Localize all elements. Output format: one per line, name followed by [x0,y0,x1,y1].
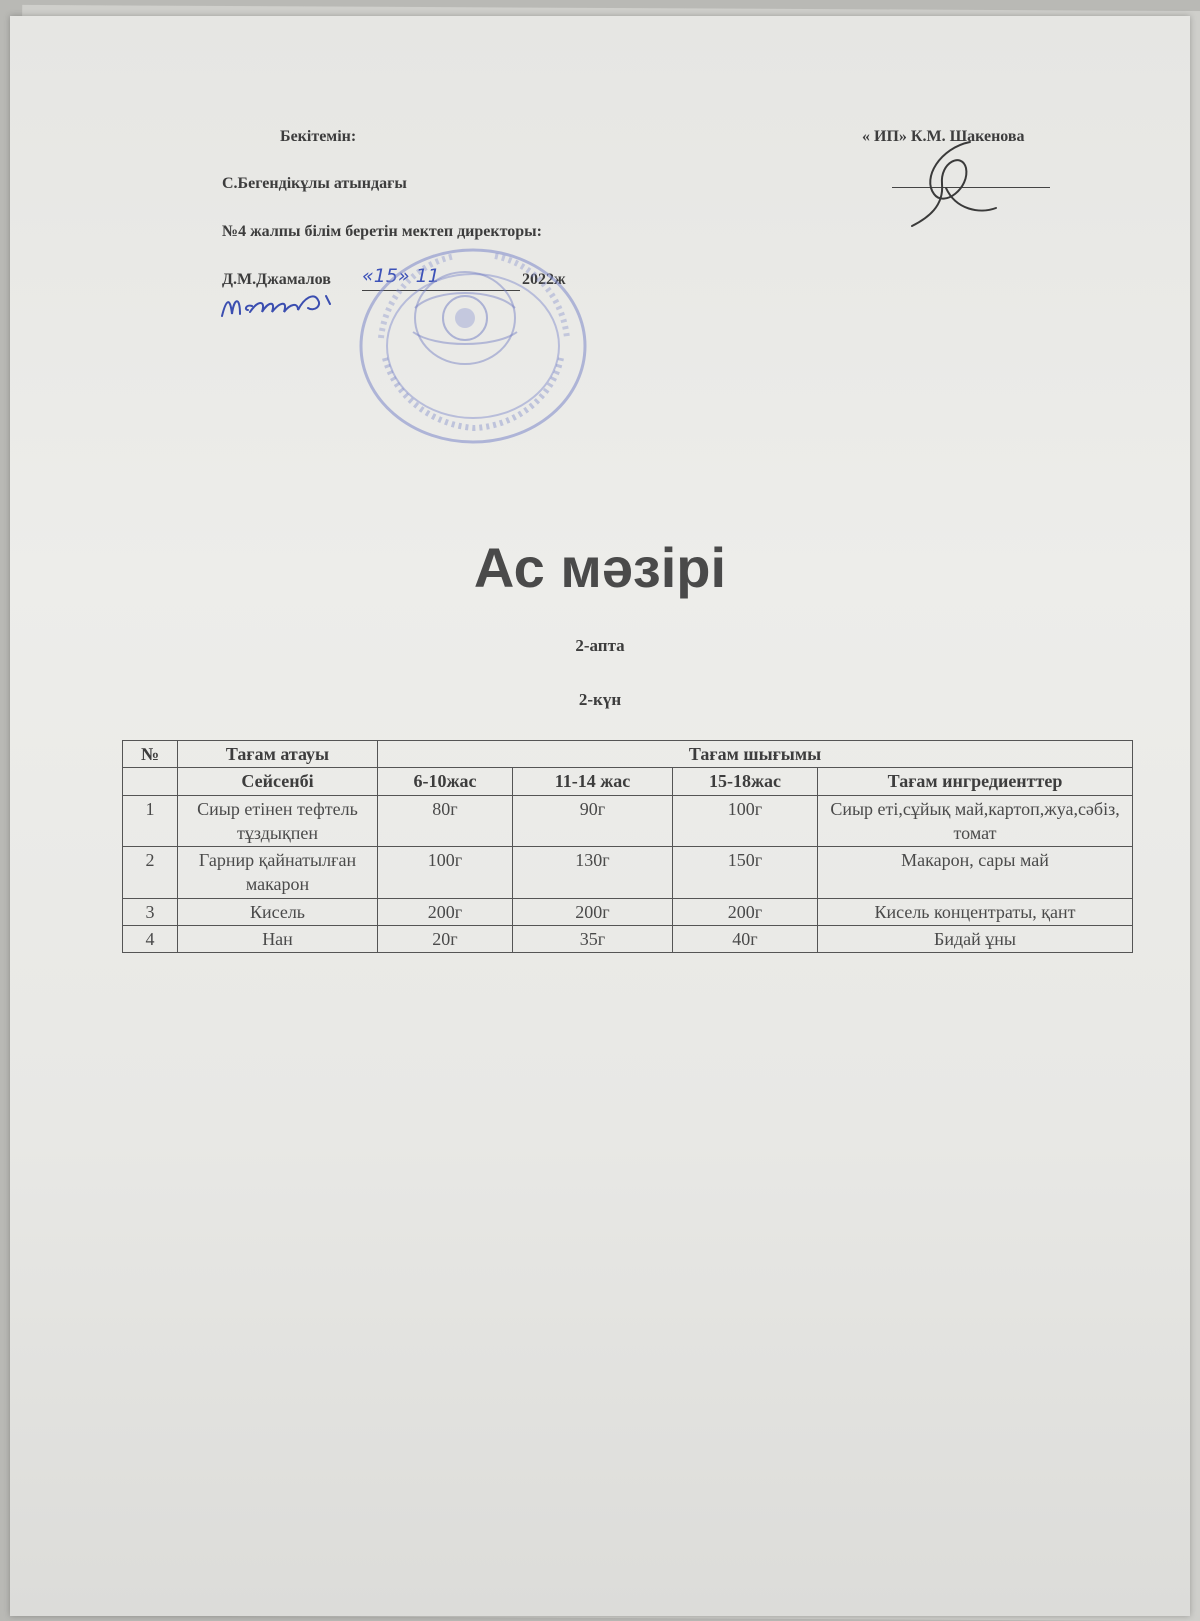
row-ingredients: Макарон, сары май [818,847,1133,899]
table-row [123,795,1133,847]
row-portion-6-10: 100г [378,847,513,899]
header-age-6-10: 6-10жас [378,768,513,795]
director-signature [218,286,338,326]
row-portion-11-14: 200г [513,898,673,925]
row-dish-name: Гарнир қайнатылған макарон [178,847,378,899]
approval-year: 2022ж [522,271,566,288]
table-row [123,847,1133,899]
row-portion-11-14: 130г [513,847,673,899]
table-row [123,926,1133,953]
row-ingredients: Кисель концентраты, қант [818,898,1133,925]
director-title-line: №4 жалпы білім беретін мектеп директоры: [222,223,542,240]
school-name-line: С.Бегендікұлы атындағы [222,175,407,192]
header-empty [123,768,178,795]
row-portion-15-18: 150г [673,847,818,899]
row-portion-15-18: 100г [673,795,818,847]
menu-table [122,740,1133,953]
row-portion-11-14: 90г [513,795,673,847]
row-ingredients: Сиыр еті,сұйық май,картоп,жуа,сәбіз, томат [818,795,1133,847]
table-row [123,898,1133,925]
row-portion-6-10: 80г [378,795,513,847]
organization-label: « ИП» К.М. Шакенова [862,128,1025,145]
director-name: Д.М.Джамалов [222,271,331,288]
table-header-row-1 [123,741,1133,768]
table-header-row-2 [123,768,1133,795]
row-portion-15-18: 200г [673,898,818,925]
row-dish-name: Кисель [178,898,378,925]
page-title: Ас мәзірі [473,536,727,599]
header-age-11-14: 11-14 жас [513,768,673,795]
org-signature [900,138,1000,230]
row-number: 2 [123,847,178,899]
row-number: 4 [123,926,178,953]
row-ingredients: Бидай ұны [818,926,1133,953]
row-portion-6-10: 200г [378,898,513,925]
day-label: 2-күн [578,690,622,709]
row-number: 1 [123,795,178,847]
header-age-15-18: 15-18жас [673,768,818,795]
row-number: 3 [123,898,178,925]
header-ingredients: Тағам ингредиенттер [818,768,1133,795]
row-portion-15-18: 40г [673,926,818,953]
header-number: № [123,741,178,768]
official-stamp [355,248,595,458]
row-dish-name: Нан [178,926,378,953]
row-portion-11-14: 35г [513,926,673,953]
approval-date-handwritten: «15» 11 [362,265,440,287]
header-output: Тағам шығымы [378,741,1133,768]
row-portion-6-10: 20г [378,926,513,953]
week-label: 2-апта [575,636,625,655]
header-weekday: Сейсенбі [178,768,378,795]
approve-label: Бекітемін: [280,128,357,145]
header-dish-name: Тағам атауы [178,741,378,768]
row-dish-name: Сиыр етінен тефтель тұздықпен [178,795,378,847]
